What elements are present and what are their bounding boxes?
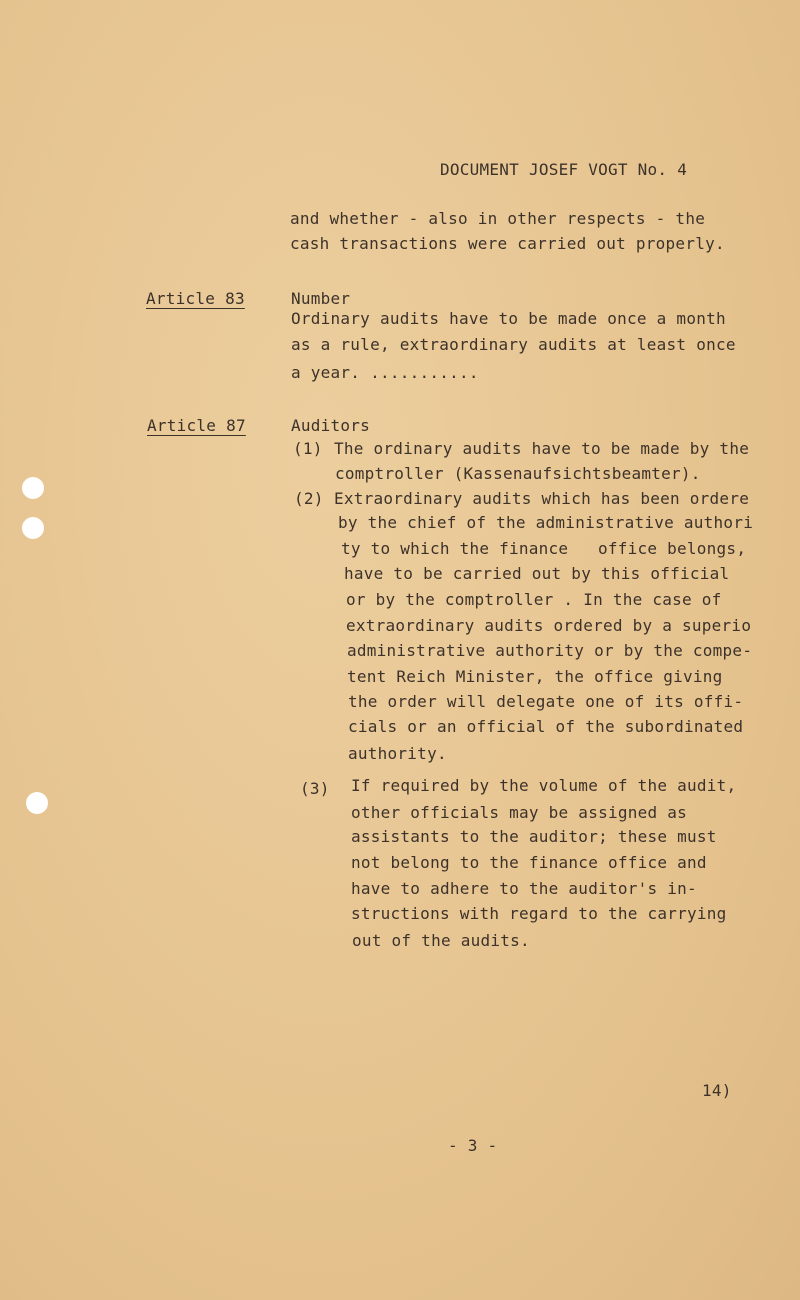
article-87-label: Article 87 <box>147 416 246 435</box>
paragraph-3-line: other officials may be assigned as <box>351 803 688 822</box>
paragraph-2-line: tent Reich Minister, the office giving <box>347 667 723 686</box>
paragraph-2-line: extraordinary audits ordered by a superio <box>346 616 752 635</box>
article-83-body-line: Ordinary audits have to be made once a month <box>291 309 726 328</box>
punch-hole-bottom <box>26 792 48 814</box>
paragraph-2-line: have to be carried out by this official <box>344 564 730 583</box>
paragraph-3-line: If required by the volume of the audit, <box>351 776 737 795</box>
continuation-line: and whether - also in other respects - the <box>290 209 706 228</box>
page-number: - 3 - <box>448 1136 498 1155</box>
paragraph-2-line: or by the comptroller . In the case of <box>346 590 722 609</box>
paragraph-number: (1) <box>293 439 323 458</box>
paragraph-3-line: assistants to the auditor; these must <box>351 827 717 846</box>
document-header: DOCUMENT JOSEF VOGT No. 4 <box>440 160 688 179</box>
paragraph-number: (3) <box>300 779 330 798</box>
punch-hole-middle <box>22 517 44 539</box>
paragraph-3-line: not belong to the finance office and <box>351 853 707 872</box>
paragraph-3-line: structions with regard to the carrying <box>351 904 727 923</box>
paragraph-2-line: Extraordinary audits which has been ordere <box>334 489 750 508</box>
paragraph-2-line: by the chief of the administrative authori <box>338 513 754 532</box>
paragraph-2-line: ty to which the finance office belongs, <box>341 539 747 558</box>
paragraph-1-line: comptroller (Kassenaufsichtsbeamter). <box>335 464 701 483</box>
paragraph-number: (2) <box>294 489 324 508</box>
paragraph-3-line: out of the audits. <box>352 931 530 950</box>
article-83-label: Article 83 <box>146 289 245 308</box>
article-87-heading: Auditors <box>291 416 371 435</box>
punch-hole-top <box>22 477 44 499</box>
paragraph-2-line: the order will delegate one of its offi- <box>348 692 744 711</box>
paragraph-2-line: authority. <box>348 744 447 763</box>
article-83-body-line: a year. ........... <box>291 363 479 382</box>
article-83-heading: Number <box>291 289 351 308</box>
continuation-line: cash transactions were carried out properly. <box>290 234 725 253</box>
footnote-mark: 14) <box>702 1081 732 1100</box>
article-83-body-line: as a rule, extraordinary audits at least once <box>291 335 736 354</box>
paragraph-3-line: have to adhere to the auditor's in- <box>351 879 697 898</box>
paragraph-2-line: administrative authority or by the compe- <box>347 641 753 660</box>
paragraph-2-line: cials or an official of the subordinated <box>348 717 744 736</box>
paragraph-1-line: The ordinary audits have to be made by the <box>334 439 750 458</box>
